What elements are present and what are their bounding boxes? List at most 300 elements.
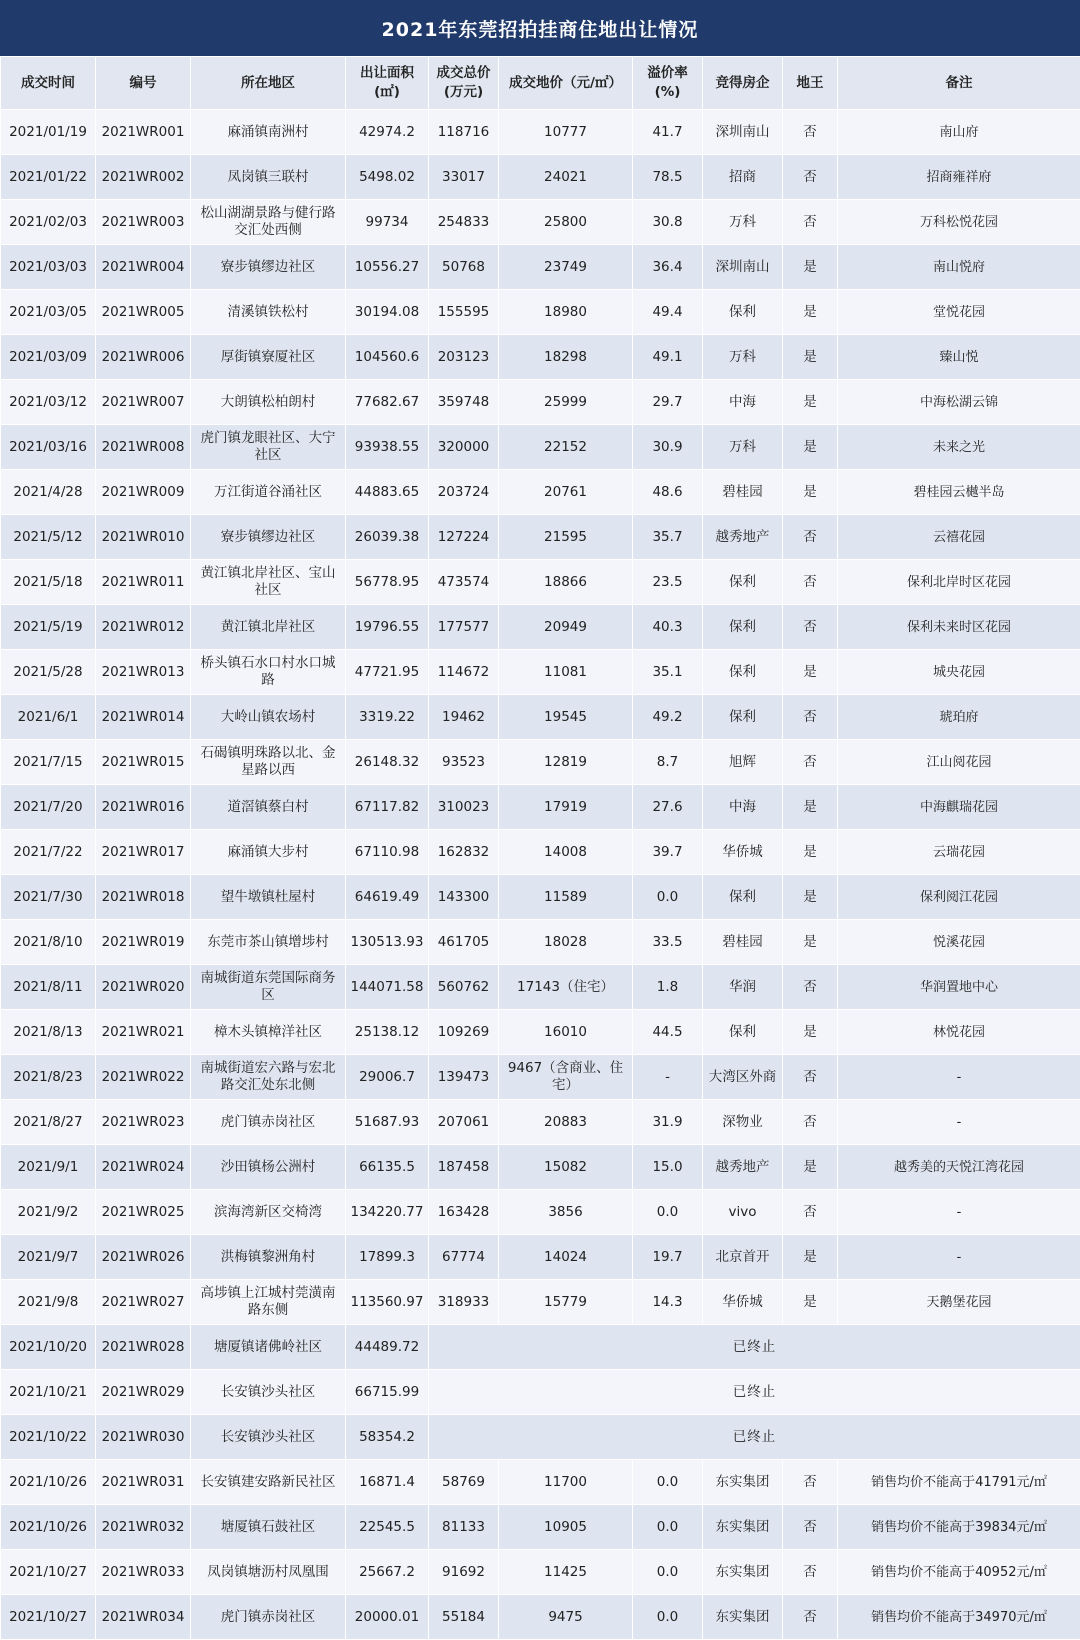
- cell-area: 16871.4: [346, 1460, 429, 1505]
- cell-land-king: 否: [783, 155, 838, 200]
- cell-total: 93523: [429, 740, 499, 785]
- cell-unit-price: 15082: [499, 1145, 633, 1190]
- table-row: [1, 785, 1080, 830]
- cell-land-king: 是: [783, 1235, 838, 1280]
- table-row: [1, 155, 1080, 200]
- table-row: [1, 605, 1080, 650]
- header-date: 成交时间: [1, 57, 96, 110]
- header-premium-line2: (%): [655, 84, 681, 100]
- cell-total: 203724: [429, 470, 499, 515]
- cell-premium: 0.0: [633, 875, 703, 920]
- cell-developer: 东实集团: [703, 1505, 783, 1550]
- cell-unit-price: 3856: [499, 1190, 633, 1235]
- cell-location: 万江街道谷涌社区: [191, 470, 346, 515]
- cell-developer: 碧桂园: [703, 920, 783, 965]
- cell-land-king: 否: [783, 560, 838, 605]
- cell-note: 销售均价不能高于39834元/㎡: [838, 1505, 1080, 1550]
- cell-land-king: 否: [783, 200, 838, 245]
- cell-total: 310023: [429, 785, 499, 830]
- cell-note: -: [838, 1190, 1080, 1235]
- cell-area: 22545.5: [346, 1505, 429, 1550]
- cell-date: 2021/10/22: [1, 1415, 96, 1460]
- table-row: [1, 245, 1080, 290]
- cell-total: 58769: [429, 1460, 499, 1505]
- land-transfer-table: [0, 56, 1080, 1640]
- cell-date: 2021/01/22: [1, 155, 96, 200]
- cell-location: 凤岗镇三联村: [191, 155, 346, 200]
- cell-land-king: 否: [783, 1190, 838, 1235]
- cell-unit-price: 9467（含商业、住宅）: [499, 1055, 633, 1100]
- cell-developer: 保利: [703, 1010, 783, 1055]
- cell-id: 2021WR012: [96, 605, 191, 650]
- cell-unit-price: 20949: [499, 605, 633, 650]
- cell-developer: 中海: [703, 380, 783, 425]
- cell-date: 2021/10/26: [1, 1460, 96, 1505]
- cell-location: 麻涌镇南洲村: [191, 110, 346, 155]
- cell-location: 南城街道宏六路与宏北路交汇处东北侧: [191, 1055, 346, 1100]
- cell-land-king: 否: [783, 1100, 838, 1145]
- cell-date: 2021/03/12: [1, 380, 96, 425]
- cell-total: 162832: [429, 830, 499, 875]
- header-area-line2: (㎡): [374, 84, 400, 100]
- cell-location: 松山湖湖景路与健行路交汇处西侧: [191, 200, 346, 245]
- cell-area: 29006.7: [346, 1055, 429, 1100]
- cell-area: 25667.2: [346, 1550, 429, 1595]
- cell-developer: 万科: [703, 335, 783, 380]
- table-row: [1, 1460, 1080, 1505]
- cell-id: 2021WR007: [96, 380, 191, 425]
- cell-id: 2021WR016: [96, 785, 191, 830]
- cell-developer: 保利: [703, 875, 783, 920]
- cell-total: 254833: [429, 200, 499, 245]
- cell-location: 塘厦镇石鼓社区: [191, 1505, 346, 1550]
- cell-developer: 深物业: [703, 1100, 783, 1145]
- cell-land-king: 否: [783, 965, 838, 1010]
- cell-area: 44883.65: [346, 470, 429, 515]
- cell-premium: 15.0: [633, 1145, 703, 1190]
- cell-note: 越秀美的天悦江湾花园: [838, 1145, 1080, 1190]
- cell-area: 67110.98: [346, 830, 429, 875]
- cell-land-king: 是: [783, 650, 838, 695]
- cell-id: 2021WR015: [96, 740, 191, 785]
- cell-location: 虎门镇赤岗社区: [191, 1595, 346, 1640]
- cell-id: 2021WR030: [96, 1415, 191, 1460]
- cell-unit-price: 20761: [499, 470, 633, 515]
- table-row: [1, 1280, 1080, 1325]
- cell-date: 2021/10/27: [1, 1595, 96, 1640]
- cell-id: 2021WR019: [96, 920, 191, 965]
- cell-area: 104560.6: [346, 335, 429, 380]
- cell-premium: 49.4: [633, 290, 703, 335]
- cell-total: 560762: [429, 965, 499, 1010]
- cell-id: 2021WR026: [96, 1235, 191, 1280]
- cell-note: 中海松湖云锦: [838, 380, 1080, 425]
- cell-unit-price: 11700: [499, 1460, 633, 1505]
- cell-location: 高埗镇上江城村莞潢南路东侧: [191, 1280, 346, 1325]
- cell-unit-price: 18980: [499, 290, 633, 335]
- cell-location: 寮步镇缪边社区: [191, 515, 346, 560]
- cell-unit-price: 21595: [499, 515, 633, 560]
- cell-location: 望牛墩镇杜屋村: [191, 875, 346, 920]
- table-row: [1, 1505, 1080, 1550]
- cell-note: 保利北岸时区花园: [838, 560, 1080, 605]
- cell-unit-price: 19545: [499, 695, 633, 740]
- cell-note: 招商雍祥府: [838, 155, 1080, 200]
- cell-id: 2021WR028: [96, 1325, 191, 1370]
- cell-note: 未来之光: [838, 425, 1080, 470]
- cell-note: -: [838, 1055, 1080, 1100]
- cell-id: 2021WR033: [96, 1550, 191, 1595]
- cell-premium: 39.7: [633, 830, 703, 875]
- cell-premium: 19.7: [633, 1235, 703, 1280]
- cell-area: 25138.12: [346, 1010, 429, 1055]
- cell-developer: 深圳南山: [703, 245, 783, 290]
- cell-area: 99734: [346, 200, 429, 245]
- cell-area: 93938.55: [346, 425, 429, 470]
- cell-unit-price: 25800: [499, 200, 633, 245]
- cell-date: 2021/10/21: [1, 1370, 96, 1415]
- cell-total: 473574: [429, 560, 499, 605]
- cell-area: 20000.01: [346, 1595, 429, 1640]
- cell-id: 2021WR006: [96, 335, 191, 380]
- cell-area: 130513.93: [346, 920, 429, 965]
- header-area-line1: 出让面积: [360, 65, 414, 81]
- cell-date: 2021/03/09: [1, 335, 96, 380]
- cell-id: 2021WR034: [96, 1595, 191, 1640]
- cell-total: 177577: [429, 605, 499, 650]
- cell-note: 万科松悦花园: [838, 200, 1080, 245]
- cell-note: 悦溪花园: [838, 920, 1080, 965]
- cell-date: 2021/10/27: [1, 1550, 96, 1595]
- cell-area: 67117.82: [346, 785, 429, 830]
- cell-unit-price: 18298: [499, 335, 633, 380]
- cell-location: 麻涌镇大步村: [191, 830, 346, 875]
- cell-note: 中海麒瑞花园: [838, 785, 1080, 830]
- cell-date: 2021/10/26: [1, 1505, 96, 1550]
- cell-location: 厚街镇寮厦社区: [191, 335, 346, 380]
- cell-land-king: 是: [783, 1010, 838, 1055]
- cell-developer: 碧桂园: [703, 470, 783, 515]
- cell-date: 2021/9/2: [1, 1190, 96, 1235]
- cell-id: 2021WR003: [96, 200, 191, 245]
- cell-location: 沙田镇杨公洲村: [191, 1145, 346, 1190]
- header-row: [1, 57, 1080, 110]
- cell-developer: 深圳南山: [703, 110, 783, 155]
- cell-status: 已终止: [429, 1325, 1080, 1370]
- cell-location: 虎门镇龙眼社区、大宁社区: [191, 425, 346, 470]
- table-row: [1, 695, 1080, 740]
- cell-premium: 23.5: [633, 560, 703, 605]
- cell-note: 林悦花园: [838, 1010, 1080, 1055]
- cell-area: 26148.32: [346, 740, 429, 785]
- table-row: [1, 965, 1080, 1010]
- cell-date: 2021/7/22: [1, 830, 96, 875]
- cell-id: 2021WR029: [96, 1370, 191, 1415]
- cell-date: 2021/8/10: [1, 920, 96, 965]
- cell-unit-price: 20883: [499, 1100, 633, 1145]
- cell-id: 2021WR017: [96, 830, 191, 875]
- cell-land-king: 是: [783, 290, 838, 335]
- cell-total: 359748: [429, 380, 499, 425]
- cell-location: 樟木头镇樟洋社区: [191, 1010, 346, 1055]
- cell-id: 2021WR018: [96, 875, 191, 920]
- cell-date: 2021/4/28: [1, 470, 96, 515]
- cell-total: 33017: [429, 155, 499, 200]
- cell-developer: 保利: [703, 695, 783, 740]
- cell-area: 134220.77: [346, 1190, 429, 1235]
- cell-total: 91692: [429, 1550, 499, 1595]
- cell-location: 东莞市茶山镇增埗村: [191, 920, 346, 965]
- cell-premium: 8.7: [633, 740, 703, 785]
- cell-total: 155595: [429, 290, 499, 335]
- cell-land-king: 否: [783, 1460, 838, 1505]
- cell-id: 2021WR022: [96, 1055, 191, 1100]
- cell-premium: 0.0: [633, 1595, 703, 1640]
- cell-date: 2021/6/1: [1, 695, 96, 740]
- cell-developer: 保利: [703, 605, 783, 650]
- table-row: [1, 1370, 1080, 1415]
- cell-developer: 华润: [703, 965, 783, 1010]
- cell-developer: 中海: [703, 785, 783, 830]
- cell-developer: 华侨城: [703, 830, 783, 875]
- cell-id: 2021WR014: [96, 695, 191, 740]
- cell-location: 黄江镇北岸社区: [191, 605, 346, 650]
- cell-date: 2021/5/12: [1, 515, 96, 560]
- cell-land-king: 是: [783, 470, 838, 515]
- cell-total: 55184: [429, 1595, 499, 1640]
- cell-location: 虎门镇赤岗社区: [191, 1100, 346, 1145]
- cell-date: 2021/9/1: [1, 1145, 96, 1190]
- cell-id: 2021WR031: [96, 1460, 191, 1505]
- table-row: [1, 1010, 1080, 1055]
- cell-unit-price: 14024: [499, 1235, 633, 1280]
- cell-unit-price: 24021: [499, 155, 633, 200]
- cell-location: 洪梅镇黎洲角村: [191, 1235, 346, 1280]
- cell-unit-price: 11081: [499, 650, 633, 695]
- cell-unit-price: 18866: [499, 560, 633, 605]
- cell-developer: 万科: [703, 425, 783, 470]
- cell-premium: 35.7: [633, 515, 703, 560]
- cell-unit-price: 10777: [499, 110, 633, 155]
- cell-note: 云瑞花园: [838, 830, 1080, 875]
- cell-area: 5498.02: [346, 155, 429, 200]
- cell-premium: 40.3: [633, 605, 703, 650]
- cell-total: 163428: [429, 1190, 499, 1235]
- cell-premium: 30.8: [633, 200, 703, 245]
- cell-developer: 东实集团: [703, 1595, 783, 1640]
- header-total: [429, 57, 499, 110]
- cell-land-king: 是: [783, 425, 838, 470]
- cell-premium: 41.7: [633, 110, 703, 155]
- header-developer: 竞得房企: [703, 57, 783, 110]
- cell-unit-price: 23749: [499, 245, 633, 290]
- cell-developer: 北京首开: [703, 1235, 783, 1280]
- cell-total: 19462: [429, 695, 499, 740]
- cell-area: 42974.2: [346, 110, 429, 155]
- cell-date: 2021/5/19: [1, 605, 96, 650]
- cell-id: 2021WR025: [96, 1190, 191, 1235]
- cell-location: 清溪镇铁松村: [191, 290, 346, 335]
- cell-unit-price: 12819: [499, 740, 633, 785]
- cell-location: 寮步镇缪边社区: [191, 245, 346, 290]
- cell-id: 2021WR002: [96, 155, 191, 200]
- cell-date: 2021/03/03: [1, 245, 96, 290]
- table-row: [1, 515, 1080, 560]
- cell-land-king: 否: [783, 695, 838, 740]
- table-row: [1, 1190, 1080, 1235]
- cell-note: 南山府: [838, 110, 1080, 155]
- cell-date: 2021/03/05: [1, 290, 96, 335]
- cell-land-king: 否: [783, 110, 838, 155]
- cell-land-king: 是: [783, 875, 838, 920]
- header-note: 备注: [838, 57, 1080, 110]
- table-row: [1, 290, 1080, 335]
- cell-area: 17899.3: [346, 1235, 429, 1280]
- cell-total: 139473: [429, 1055, 499, 1100]
- cell-date: 2021/7/30: [1, 875, 96, 920]
- cell-location: 大朗镇松柏朗村: [191, 380, 346, 425]
- cell-date: 2021/03/16: [1, 425, 96, 470]
- cell-note: 保利阅江花园: [838, 875, 1080, 920]
- cell-developer: vivo: [703, 1190, 783, 1235]
- header-area: [346, 57, 429, 110]
- header-premium-line1: 溢价率: [647, 65, 688, 81]
- cell-location: 塘厦镇诸佛岭社区: [191, 1325, 346, 1370]
- cell-location: 道滘镇蔡白村: [191, 785, 346, 830]
- cell-id: 2021WR008: [96, 425, 191, 470]
- cell-area: 66715.99: [346, 1370, 429, 1415]
- cell-unit-price: 17143（住宅）: [499, 965, 633, 1010]
- cell-id: 2021WR010: [96, 515, 191, 560]
- table-row: [1, 920, 1080, 965]
- cell-unit-price: 22152: [499, 425, 633, 470]
- cell-id: 2021WR005: [96, 290, 191, 335]
- table-row: [1, 425, 1080, 470]
- cell-area: 56778.95: [346, 560, 429, 605]
- cell-date: 2021/02/03: [1, 200, 96, 245]
- cell-area: 64619.49: [346, 875, 429, 920]
- cell-premium: 0.0: [633, 1505, 703, 1550]
- table-row: [1, 830, 1080, 875]
- cell-note: 碧桂园云樾半岛: [838, 470, 1080, 515]
- cell-total: 143300: [429, 875, 499, 920]
- cell-note: 华润置地中心: [838, 965, 1080, 1010]
- cell-area: 10556.27: [346, 245, 429, 290]
- cell-id: 2021WR011: [96, 560, 191, 605]
- cell-premium: 27.6: [633, 785, 703, 830]
- table-row: [1, 875, 1080, 920]
- cell-area: 30194.08: [346, 290, 429, 335]
- table-row: [1, 1325, 1080, 1370]
- table-row: [1, 560, 1080, 605]
- cell-premium: 78.5: [633, 155, 703, 200]
- cell-area: 144071.58: [346, 965, 429, 1010]
- cell-developer: 大湾区外商: [703, 1055, 783, 1100]
- cell-unit-price: 10905: [499, 1505, 633, 1550]
- cell-area: 77682.67: [346, 380, 429, 425]
- cell-location: 桥头镇石水口村水口城路: [191, 650, 346, 695]
- cell-land-king: 是: [783, 920, 838, 965]
- table-row: [1, 110, 1080, 155]
- cell-id: 2021WR024: [96, 1145, 191, 1190]
- cell-date: 2021/7/15: [1, 740, 96, 785]
- header-id: 编号: [96, 57, 191, 110]
- cell-note: 天鹅堡花园: [838, 1280, 1080, 1325]
- cell-status: 已终止: [429, 1370, 1080, 1415]
- cell-premium: 48.6: [633, 470, 703, 515]
- cell-note: 城央花园: [838, 650, 1080, 695]
- table-row: [1, 1550, 1080, 1595]
- cell-area: 3319.22: [346, 695, 429, 740]
- cell-location: 大岭山镇农场村: [191, 695, 346, 740]
- cell-area: 58354.2: [346, 1415, 429, 1460]
- cell-developer: 越秀地产: [703, 515, 783, 560]
- cell-status: 已终止: [429, 1415, 1080, 1460]
- header-unit-price: 成交地价（元/㎡）: [499, 57, 633, 110]
- cell-note: 江山阅花园: [838, 740, 1080, 785]
- cell-unit-price: 11425: [499, 1550, 633, 1595]
- cell-premium: -: [633, 1055, 703, 1100]
- cell-land-king: 是: [783, 830, 838, 875]
- table-row: [1, 1055, 1080, 1100]
- table-row: [1, 200, 1080, 245]
- cell-date: 2021/01/19: [1, 110, 96, 155]
- cell-date: 2021/8/11: [1, 965, 96, 1010]
- cell-unit-price: 18028: [499, 920, 633, 965]
- cell-premium: 29.7: [633, 380, 703, 425]
- cell-total: 67774: [429, 1235, 499, 1280]
- cell-land-king: 否: [783, 515, 838, 560]
- cell-id: 2021WR001: [96, 110, 191, 155]
- cell-developer: 招商: [703, 155, 783, 200]
- cell-note: 销售均价不能高于41791元/㎡: [838, 1460, 1080, 1505]
- cell-premium: 0.0: [633, 1190, 703, 1235]
- cell-date: 2021/9/7: [1, 1235, 96, 1280]
- cell-developer: 万科: [703, 200, 783, 245]
- cell-location: 长安镇建安路新民社区: [191, 1460, 346, 1505]
- cell-location: 南城街道东莞国际商务区: [191, 965, 346, 1010]
- cell-id: 2021WR004: [96, 245, 191, 290]
- cell-note: 保利未来时区花园: [838, 605, 1080, 650]
- cell-total: 81133: [429, 1505, 499, 1550]
- cell-note: 堂悦花园: [838, 290, 1080, 335]
- cell-premium: 1.8: [633, 965, 703, 1010]
- cell-location: 凤岗镇塘沥村凤凰围: [191, 1550, 346, 1595]
- cell-location: 黄江镇北岸社区、宝山社区: [191, 560, 346, 605]
- table-row: [1, 335, 1080, 380]
- cell-total: 207061: [429, 1100, 499, 1145]
- cell-total: 109269: [429, 1010, 499, 1055]
- cell-premium: 36.4: [633, 245, 703, 290]
- table-row: [1, 470, 1080, 515]
- table-row: [1, 1100, 1080, 1145]
- cell-land-king: 是: [783, 1280, 838, 1325]
- cell-id: 2021WR032: [96, 1505, 191, 1550]
- table-row: [1, 650, 1080, 695]
- cell-area: 44489.72: [346, 1325, 429, 1370]
- cell-total: 127224: [429, 515, 499, 560]
- cell-developer: 保利: [703, 290, 783, 335]
- cell-area: 51687.93: [346, 1100, 429, 1145]
- cell-land-king: 否: [783, 1055, 838, 1100]
- cell-location: 滨海湾新区交椅湾: [191, 1190, 346, 1235]
- cell-land-king: 是: [783, 380, 838, 425]
- cell-date: 2021/5/18: [1, 560, 96, 605]
- cell-land-king: 是: [783, 245, 838, 290]
- cell-area: 26039.38: [346, 515, 429, 560]
- cell-unit-price: 17919: [499, 785, 633, 830]
- cell-developer: 华侨城: [703, 1280, 783, 1325]
